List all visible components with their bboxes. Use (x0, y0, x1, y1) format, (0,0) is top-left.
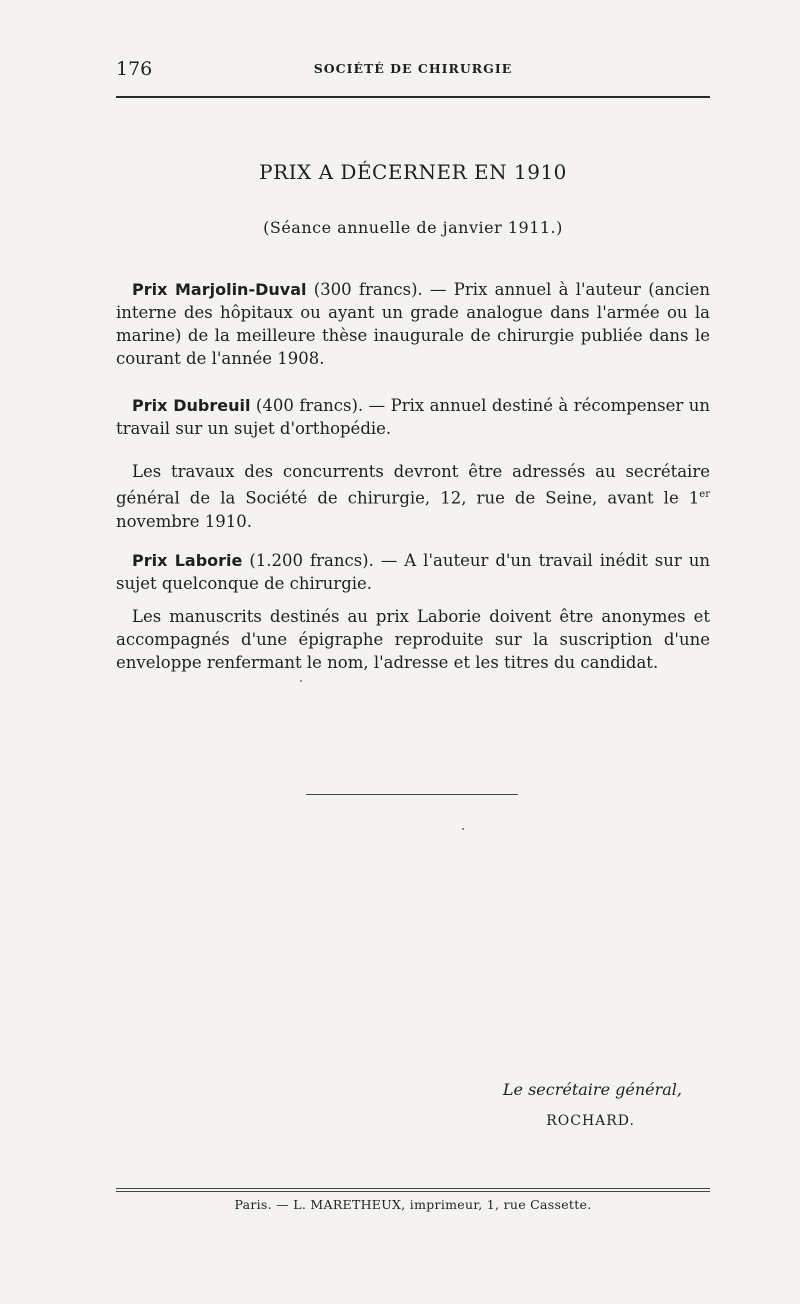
prize-description: (400 francs). — Prix annuel destiné à récompenser un travail sur un sujet d'orthopédie. (116, 396, 711, 438)
paragraph (116, 549, 710, 595)
prize-description: (1.200 francs). — A l'auteur d'un travail inédit sur un sujet quelconque de chirurgie. (116, 551, 711, 593)
paragraph: Les manuscrits destinés au prix Laborie doivent être anonymes et accompagnés d'une épigraphe reproduite sur la suscription d'une enveloppe renfermant le nom, l'adresse et les titres du candidat. (116, 607, 710, 672)
prize-description: (300 francs). — Prix annuel à l'auteur (ancien interne des hôpitaux ou ayant un grade analogue dans l'armée ou la marine) de la meilleure thèse inaugurale de chirurgie publiée dans le courant de l'année 1908. (116, 280, 710, 368)
printer-imprint: Paris. — L. MARETHEUX, imprimeur, 1, rue Cassette. (234, 1197, 592, 1212)
ink-speck (300, 680, 302, 682)
prize-name: Prix Marjolin-Duval (132, 280, 307, 299)
note-text: Les travaux des concurrents devront être adressés au secrétaire général de la Société de chirurgie, 12, rue de Seine, avant le 1 (116, 462, 710, 508)
paragraph (116, 394, 710, 440)
paragraph (116, 278, 710, 370)
page-title: PRIX A DÉCERNER EN 1910 (259, 160, 567, 184)
section-dubreuil (116, 394, 710, 440)
prize-name: Prix Laborie (132, 551, 243, 570)
running-head (116, 58, 710, 84)
signature-name: ROCHARD. (546, 1113, 635, 1129)
section-marjolin-duval (116, 278, 710, 370)
page-number: 176 (116, 58, 153, 80)
ordinal-superscript: er (699, 489, 710, 500)
running-title: SOCIÉTÉ DE CHIRURGIE (313, 61, 513, 76)
footer-rule (116, 1188, 710, 1189)
footer-rule (116, 1191, 710, 1192)
header-rule (116, 96, 710, 98)
ink-speck (462, 828, 464, 830)
section-submission-note (116, 460, 710, 533)
signature-role: Le secrétaire général, (502, 1080, 682, 1099)
prize-name: Prix Dubreuil (132, 396, 251, 415)
section-divider (306, 794, 518, 795)
section-laborie (116, 549, 710, 595)
page-subtitle: (Séance annuelle de janvier 1911.) (263, 218, 563, 237)
section-laborie-rules (116, 605, 710, 674)
note-text-end: novembre 1910. (116, 511, 252, 531)
paragraph (116, 460, 710, 533)
